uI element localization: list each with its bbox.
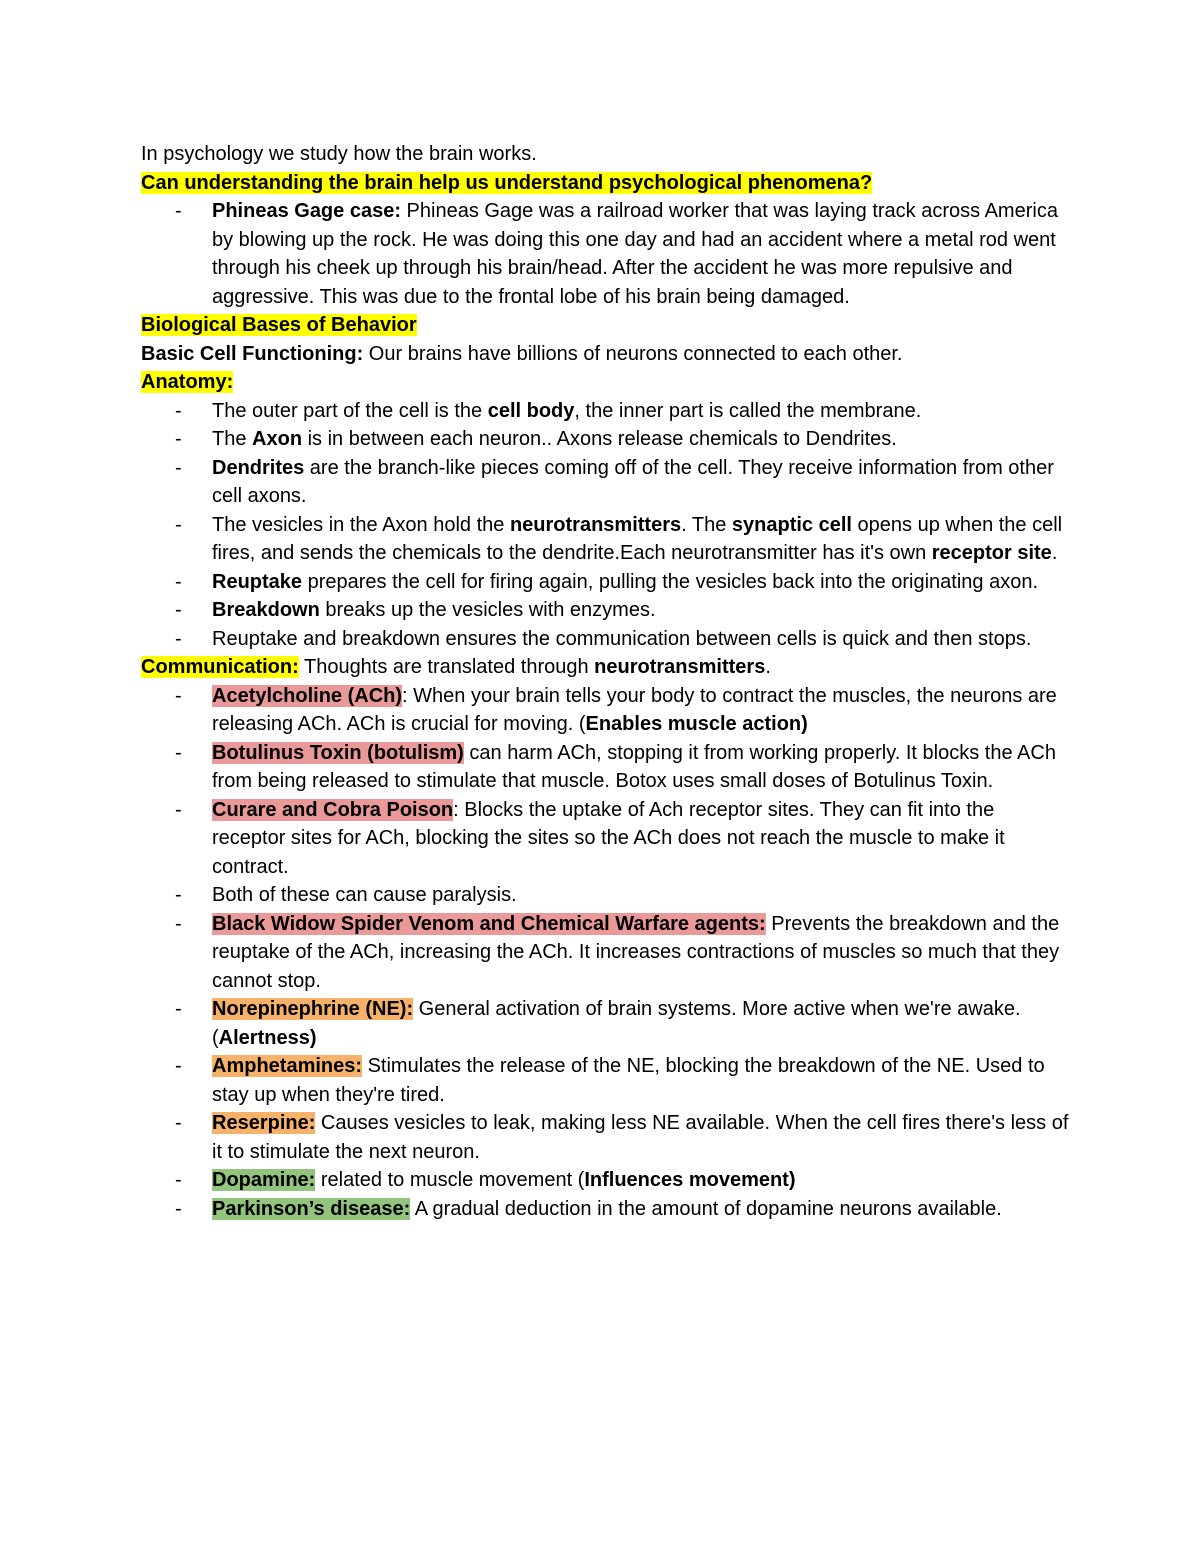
heading-text: Anatomy: (141, 371, 234, 393)
text: related to muscle movement ( (315, 1169, 585, 1191)
section-heading-question (141, 169, 1070, 198)
text: Stimulates the release of the NE, blocking the breakdown of the NE. Used to stay up when they're tired. (212, 1055, 1045, 1106)
text: are the branch-like pieces coming off of the cell. They receive information from other cell axons. (212, 456, 1054, 507)
term: Parkinson’s disease: (212, 1197, 411, 1220)
text: The outer part of the cell is the (212, 399, 488, 422)
list-item (212, 511, 1070, 568)
list-item (212, 397, 1070, 426)
term: Norepinephrine (NE): (212, 998, 414, 1020)
term: synaptic cell (731, 513, 852, 536)
list-item (212, 910, 1070, 996)
term: Black Widow Spider Venom and Chemical Warfare agents: (212, 912, 766, 935)
term: Reserpine: (212, 1112, 316, 1134)
list-item (212, 1052, 1070, 1109)
list-item (212, 425, 1070, 454)
term: Basic Cell Functioning: (141, 342, 364, 365)
text: The vesicles in the Axon hold the (212, 513, 510, 536)
list-item (212, 596, 1070, 625)
term: Amphetamines: (212, 1055, 363, 1077)
heading-text: Communication: (141, 656, 299, 678)
term: Botulinus Toxin (botulism) (212, 741, 464, 764)
text: opens up when the cell fires, and sends the chemicals to the dendrite.Each neurotransmitter has it's own (212, 513, 1063, 564)
list-item (212, 796, 1070, 882)
phineas-list (141, 197, 1070, 311)
text: . The (681, 513, 732, 536)
cell-functioning-line (141, 340, 1070, 369)
text: Thoughts are translated through (298, 656, 595, 678)
list-item (212, 197, 1070, 311)
list-item (212, 995, 1070, 1052)
heading-text: Biological Bases of Behavior (141, 314, 417, 336)
term: Curare and Cobra Poison (212, 798, 454, 821)
intro-text: In psychology we study how the brain works. (141, 143, 537, 165)
term: cell body (487, 399, 575, 422)
bold-tail: Enables muscle action) (585, 713, 808, 735)
list-item (212, 1109, 1070, 1166)
list-item (212, 1195, 1070, 1224)
text: , the inner part is called the membrane. (574, 399, 922, 422)
bold-tail: Alertness) (218, 1026, 317, 1049)
list-item (212, 625, 1070, 654)
term: Acetylcholine (ACh) (212, 684, 403, 707)
list-item (212, 682, 1070, 739)
text: . (1051, 542, 1058, 564)
communication-list (141, 682, 1070, 1224)
text: breaks up the vesicles with enzymes. (319, 599, 656, 621)
text: Prevents the breakdown and the reuptake of the ACh, increasing the ACh. It increases contractions of muscles so much that they cannot stop. (212, 912, 1060, 992)
term: receptor site (931, 542, 1052, 564)
text: The (212, 428, 253, 450)
text: Reuptake and breakdown ensures the communication between cells is quick and then stops. (212, 627, 1032, 650)
section-heading-anatomy (141, 368, 1070, 397)
list-item (212, 454, 1070, 511)
list-item (212, 881, 1070, 910)
term: neurotransmitters (594, 656, 766, 678)
text: Causes vesicles to leak, making less NE available. When the cell fires there's less of it to stimulate the next neuron. (212, 1112, 1069, 1163)
description: Phineas Gage was a railroad worker that was laying track across America by blowing up the rock. He was doing this one day and had an accident where a metal rod went through his cheek up through his brain/head. After the accident he was more repulsive and aggressive. This was due to the frontal lobe of his brain being damaged. (212, 200, 1058, 308)
description: Our brains have billions of neurons connected to each other. (363, 342, 903, 365)
text: can harm ACh, stopping it from working properly. It blocks the ACh from being released to stimulate that muscle. Botox uses small doses of Botulinus Toxin. (212, 741, 1056, 792)
text: : When your brain tells your body to contract the muscles, the neurons are releasing ACh. ACh is crucial for moving. ( (212, 684, 1057, 735)
term: Phineas Gage case: (212, 200, 401, 222)
term: Dendrites (212, 456, 305, 479)
anatomy-list (141, 397, 1070, 654)
term: Axon (252, 428, 303, 450)
text: . (765, 656, 771, 678)
bold-tail: Influences movement) (584, 1169, 796, 1191)
text: prepares the cell for firing again, pulling the vesicles back into the originating axon. (302, 570, 1039, 593)
section-heading-bio (141, 311, 1070, 340)
text: is in between each neuron.. Axons release chemicals to Dendrites. (302, 428, 897, 450)
list-item (212, 739, 1070, 796)
communication-line (141, 653, 1070, 682)
list-item (212, 568, 1070, 597)
term: Dopamine: (212, 1169, 316, 1191)
text: : Blocks the uptake of Ach receptor sites. They can fit into the receptor sites for ACh, blocking the sites so the ACh does not reach the muscle to make it contract. (212, 798, 1005, 878)
term: neurotransmitters (509, 513, 682, 536)
list-item (212, 1166, 1070, 1195)
text: A gradual deduction in the amount of dopamine neurons available. (410, 1197, 1002, 1220)
text: Both of these can cause paralysis. (212, 884, 517, 906)
heading-text: Can understanding the brain help us understand psychological phenomena? (141, 171, 873, 194)
term: Reuptake (212, 570, 303, 593)
text: General activation of brain systems. More active when we're awake. ( (212, 998, 1021, 1049)
term: Breakdown (212, 599, 320, 621)
